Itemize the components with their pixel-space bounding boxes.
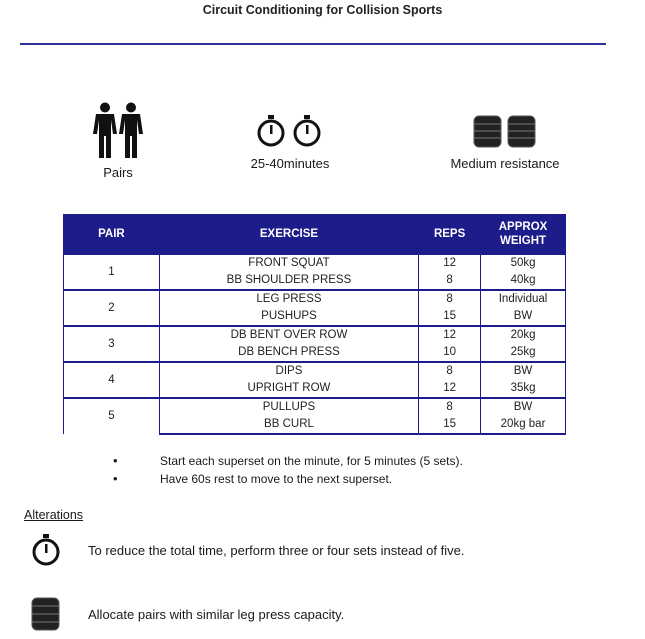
exercise-cell: PULLUPS (159, 398, 418, 416)
pair-number: 2 (64, 290, 160, 326)
table-row (64, 362, 566, 380)
stopwatch-icon (30, 533, 62, 567)
alteration-text: Allocate pairs with similar leg press capacity. (88, 606, 345, 622)
exercise-cell: PUSHUPS (159, 308, 418, 326)
reps-cell: 12 (419, 254, 481, 272)
alteration-item (30, 533, 464, 567)
alteration-item (30, 596, 344, 632)
reps-cell: 8 (419, 398, 481, 416)
exercise-cell: DB BENT OVER ROW (159, 326, 418, 344)
alteration-text: To reduce the total time, perform three or four sets instead of five. (88, 542, 465, 558)
exercise-cell: DIPS (159, 362, 418, 380)
weight-cell: BW (481, 308, 566, 326)
summary-time (240, 113, 340, 171)
pair-number: 5 (64, 398, 160, 434)
header-reps: REPS (419, 215, 481, 255)
header-exercise: EXERCISE (159, 215, 418, 255)
header-weight-line2: WEIGHT (500, 235, 547, 247)
reps-cell: 12 (419, 326, 481, 344)
list-item (113, 470, 463, 488)
weight-cell: 25kg (481, 344, 566, 362)
note-text: Have 60s rest to move to the next superset. (160, 472, 393, 486)
weight-cell: 50kg (481, 254, 566, 272)
pair-number: 3 (64, 326, 160, 362)
weight-cell: 20kg bar (481, 416, 566, 434)
bullet-icon: • (113, 471, 118, 486)
summary-pairs (78, 102, 158, 180)
note-text: Start each superset on the minute, for 5 minutes (5 sets). (160, 454, 463, 468)
title-divider (20, 43, 606, 45)
header-weight (481, 215, 566, 255)
notes-list (113, 452, 463, 488)
weight-plates-icon (30, 596, 62, 632)
exercise-cell: BB SHOULDER PRESS (159, 272, 418, 290)
table-row (64, 290, 566, 308)
header-weight-line1: APPROX (498, 221, 548, 233)
reps-cell: 15 (419, 416, 481, 434)
exercise-cell: BB CURL (159, 416, 418, 434)
table-header-row (64, 215, 566, 255)
summary-pairs-label: Pairs (103, 165, 133, 180)
weight-cell: 40kg (481, 272, 566, 290)
exercise-cell: UPRIGHT ROW (159, 380, 418, 398)
reps-cell: 12 (419, 380, 481, 398)
exercise-cell: FRONT SQUAT (159, 254, 418, 272)
reps-cell: 15 (419, 308, 481, 326)
weight-plates-icon (470, 113, 540, 149)
reps-cell: 10 (419, 344, 481, 362)
weight-cell: 20kg (481, 326, 566, 344)
exercise-table (63, 214, 566, 435)
bullet-icon: • (113, 453, 118, 468)
exercise-cell: LEG PRESS (159, 290, 418, 308)
people-icon (90, 102, 146, 158)
exercise-cell: DB BENCH PRESS (159, 344, 418, 362)
table-row (64, 326, 566, 344)
pair-number: 4 (64, 362, 160, 398)
weight-cell: 35kg (481, 380, 566, 398)
list-item (113, 452, 463, 470)
header-pair: PAIR (64, 215, 160, 255)
summary-resistance-label: Medium resistance (450, 156, 560, 171)
stopwatch-icon (254, 113, 326, 149)
weight-cell: Individual (481, 290, 566, 308)
weight-cell: BW (481, 362, 566, 380)
reps-cell: 8 (419, 362, 481, 380)
weight-cell: BW (481, 398, 566, 416)
summary-time-label: 25-40minutes (250, 156, 330, 171)
page-title: Circuit Conditioning for Collision Sports (202, 3, 443, 17)
reps-cell: 8 (419, 290, 481, 308)
reps-cell: 8 (419, 272, 481, 290)
summary-resistance (425, 113, 585, 171)
alterations-heading: Alterations (24, 508, 84, 522)
table-row (64, 254, 566, 272)
table-row (64, 398, 566, 416)
pair-number: 1 (64, 254, 160, 290)
